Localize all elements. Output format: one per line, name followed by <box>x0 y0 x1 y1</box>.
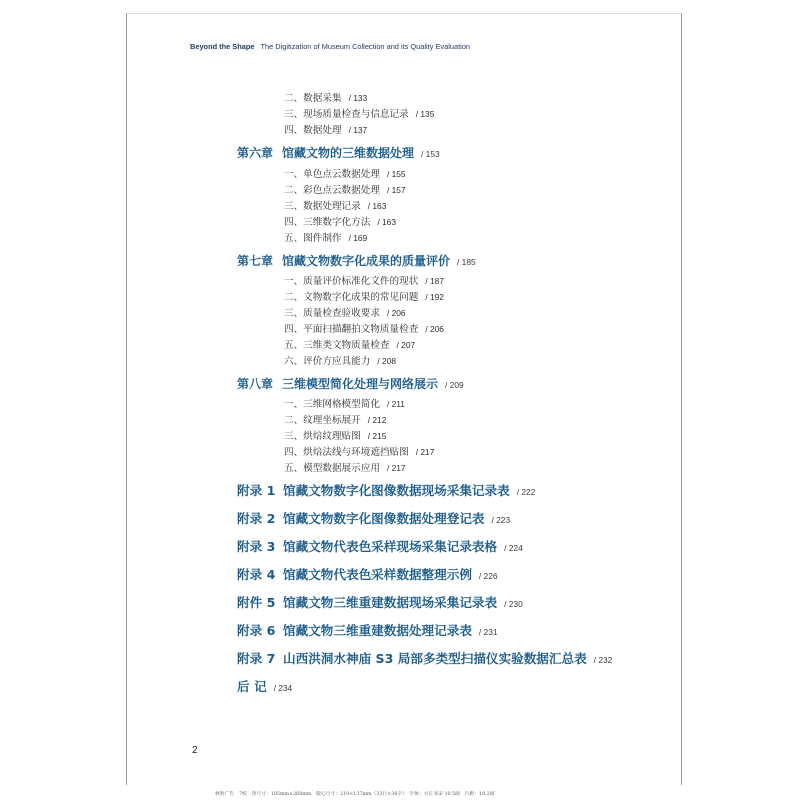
page-number: / 222 <box>516 487 536 497</box>
page-number: / 212 <box>367 415 387 425</box>
page-number: / 211 <box>386 399 405 409</box>
page-number: / 185 <box>457 257 476 267</box>
page-number: / 153 <box>421 149 440 159</box>
appendix-label: 附录 3 <box>237 539 276 554</box>
postscript-title: 后 记 <box>237 679 267 694</box>
page-number: / 226 <box>478 571 498 581</box>
toc-chapter <box>237 378 464 390</box>
page-number: / 157 <box>386 185 406 195</box>
chapter-label: 第七章 <box>237 254 274 268</box>
appendix-title: 馆藏文物代表色采样数据整理示例 <box>283 567 472 582</box>
toc-entry-title: 三、数据处理记录 <box>284 201 361 212</box>
page-number: / 234 <box>273 683 293 693</box>
page-number: / 206 <box>386 308 406 318</box>
appendix-title: 馆藏文物三维重建数据现场采集记录表 <box>283 595 498 610</box>
toc-appendix <box>237 625 498 638</box>
appendix-label: 附录 7 <box>237 651 276 666</box>
page-number: / 192 <box>425 292 444 302</box>
toc-section <box>284 186 406 196</box>
page-number: / 217 <box>386 463 406 473</box>
page-number: / 155 <box>386 169 406 179</box>
toc-entry-title: 六、评价方应具能力 <box>284 356 371 367</box>
toc-entry-title: 三、烘焙纹理贴图 <box>284 431 361 442</box>
page-number: / 231 <box>478 627 498 637</box>
page-number: / 207 <box>396 340 416 350</box>
toc-section <box>284 202 386 212</box>
toc-entry-title: 一、单色点云数据处理 <box>284 169 380 180</box>
toc-section <box>284 448 434 458</box>
toc-section <box>284 341 415 351</box>
appendix-title: 馆藏文物三维重建数据处理记录表 <box>283 623 472 638</box>
toc-entry-title: 二、彩色点云数据处理 <box>284 185 380 196</box>
chapter-label: 第六章 <box>237 146 274 160</box>
page-folio: 2 <box>192 745 198 756</box>
toc-entry-title: 四、三维数字化方法 <box>284 217 371 228</box>
toc-appendix <box>237 653 612 666</box>
toc-appendix <box>237 541 523 554</box>
toc-entry-title: 四、数据处理 <box>284 125 342 136</box>
page-number: / 137 <box>348 125 368 135</box>
toc-section <box>284 416 386 426</box>
toc-entry-title: 四、平面扫描翻拍文物质量检查 <box>284 324 419 335</box>
appendix-title: 馆藏文物代表色采样现场采集记录表格 <box>283 539 498 554</box>
toc-appendix <box>237 485 535 498</box>
appendix-label: 附件 5 <box>237 595 276 610</box>
toc-section <box>284 293 444 303</box>
appendix-title: 馆藏文物数字化图像数据现场采集记录表 <box>283 483 510 498</box>
page-number: / 208 <box>377 356 396 366</box>
page-number: / 206 <box>425 324 444 334</box>
toc-entry-title: 四、烘焙法线与环境遮挡贴图 <box>284 447 409 458</box>
chapter-title: 馆藏文物数字化成果的质量评价 <box>282 254 451 268</box>
toc-entry-title: 一、质量评价标准化文件的现状 <box>284 276 419 287</box>
toc-appendix <box>237 597 523 610</box>
toc-section <box>284 277 444 287</box>
page-number: / 209 <box>445 380 464 390</box>
appendix-label: 附录 4 <box>237 567 276 582</box>
toc-section <box>284 325 444 335</box>
toc-entry-title: 二、数据采集 <box>284 93 342 104</box>
appendix-title: 馆藏文物数字化图像数据处理登记表 <box>283 511 485 526</box>
page-number: / 215 <box>367 431 387 441</box>
page-number: / 217 <box>415 447 435 457</box>
chapter-title: 馆藏文物的三维数据处理 <box>282 146 415 160</box>
toc-section <box>284 432 386 442</box>
running-header <box>190 42 470 51</box>
page-number: / 169 <box>348 233 368 243</box>
appendix-label: 附录 1 <box>237 483 276 498</box>
toc-section <box>284 126 367 136</box>
toc-section <box>284 309 406 319</box>
toc-section <box>284 357 396 367</box>
appendix-label: 附录 2 <box>237 511 276 526</box>
page-number: / 224 <box>504 543 523 553</box>
toc-section <box>284 94 367 104</box>
toc-section <box>284 170 406 180</box>
toc-entry-title: 三、现场质量检查与信息记录 <box>284 109 409 120</box>
page-number: / 223 <box>491 515 511 525</box>
page-number: / 232 <box>593 655 613 665</box>
toc-entry-title: 五、图件制作 <box>284 233 342 244</box>
header-book-title: Beyond the Shape <box>190 42 255 51</box>
toc-postscript <box>237 681 292 694</box>
page-number: / 163 <box>367 201 387 211</box>
toc-chapter <box>237 147 440 159</box>
toc-entry-title: 五、三维类文物质量检查 <box>284 340 390 351</box>
toc-chapter <box>237 255 476 267</box>
toc-entry-title: 三、质量检查验收要求 <box>284 308 380 319</box>
page-number: / 133 <box>348 93 368 103</box>
print-spec-footer: 林智广告 7校 净尺寸：185mm×260mm 版心尺寸：210×137mm（33行×36字） 字体：方正书宋 10.5磅 行距：18.2磅 <box>215 792 495 797</box>
page-number: / 135 <box>415 109 435 119</box>
toc-appendix <box>237 569 498 582</box>
toc-entry-title: 二、文物数字化成果的常见问题 <box>284 292 419 303</box>
page-number: / 230 <box>504 599 523 609</box>
toc-section <box>284 464 406 474</box>
page-number: / 187 <box>425 276 444 286</box>
toc-section <box>284 218 396 228</box>
chapter-label: 第八章 <box>237 377 274 391</box>
toc-section <box>284 400 405 410</box>
toc-entry-title: 二、纹理坐标展开 <box>284 415 361 426</box>
page-number: / 163 <box>377 217 396 227</box>
appendix-title: 山西洪洞水神庙 S3 局部多类型扫描仪实验数据汇总表 <box>283 651 587 666</box>
toc-entry-title: 一、三维网格模型简化 <box>284 399 380 410</box>
toc-appendix <box>237 513 510 526</box>
appendix-label: 附录 6 <box>237 623 276 638</box>
chapter-title: 三维模型简化处理与网络展示 <box>282 377 439 391</box>
header-subtitle: The Digitization of Museum Collection and its Quality Evaluation <box>260 42 470 51</box>
toc-section <box>284 110 434 120</box>
toc-entry-title: 五、模型数据展示应用 <box>284 463 380 474</box>
toc-section <box>284 234 367 244</box>
